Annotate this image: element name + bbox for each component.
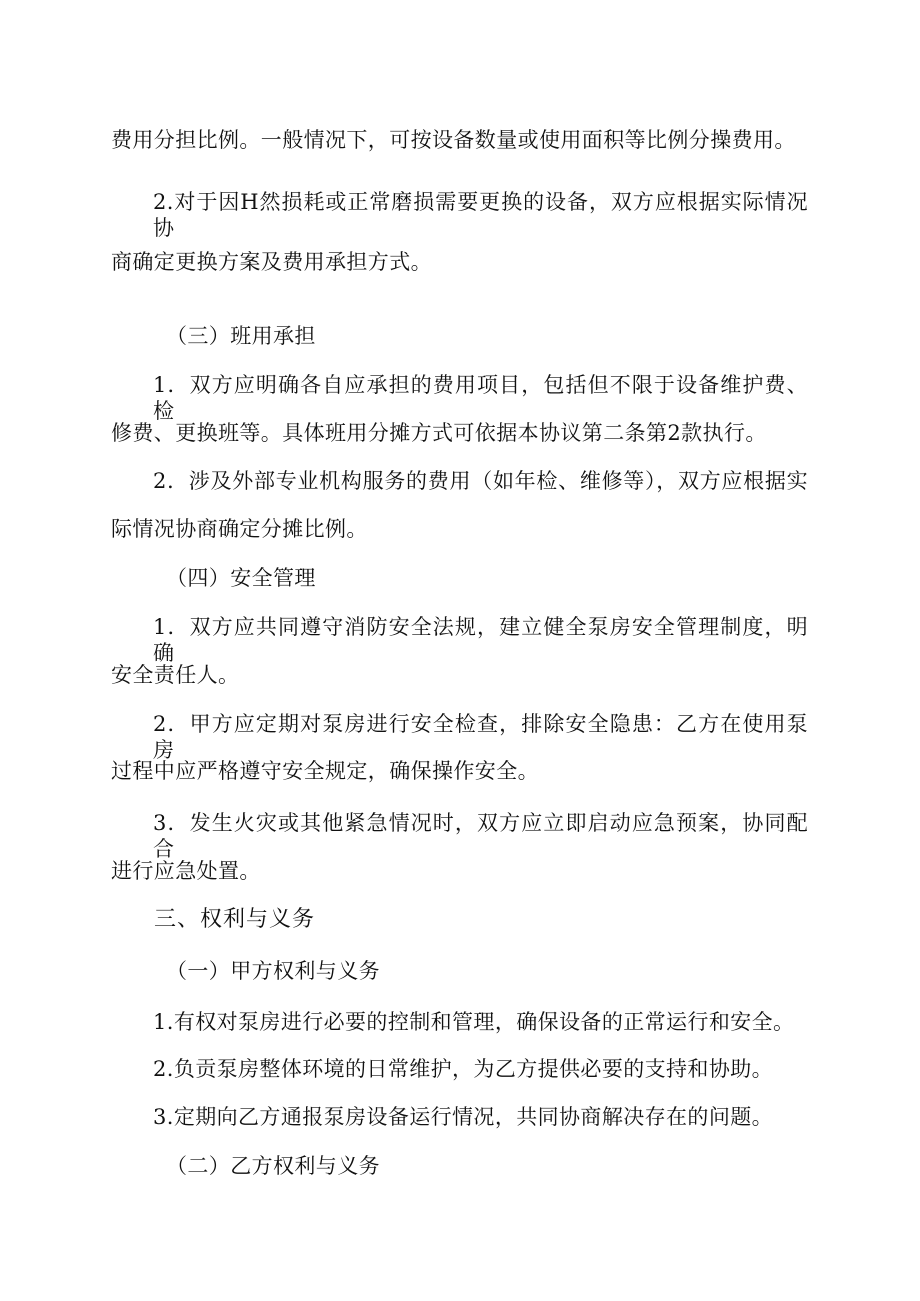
paragraph-line: 2．涉及外部专业机构服务的费用（如年检、维修等），双方应根据实	[153, 469, 808, 493]
paragraph-line: 费用分担比例。一般情况下，可按设备数量或使用面积等比例分操费用。	[111, 128, 796, 152]
paragraph-line: 1．双方应共同遵守消防安全法规，建立健全泵房安全管理制度，明确	[153, 615, 808, 665]
section-subheading: （一）甲方权利与义务	[166, 959, 380, 983]
paragraph-line: 修费、更换班等。具体班用分摊方式可依据本协议第二条第2款执行。	[111, 421, 767, 445]
paragraph-line: 商确定更换方案及费用承担方式。	[111, 250, 432, 274]
paragraph-line: 2.对于因H然损耗或正常磨损需要更换的设备，双方应根据实际情况协	[153, 190, 808, 240]
section-subheading: （三）班用承担	[166, 324, 316, 348]
paragraph-line: 1．双方应明确各自应承担的费用项目，包括但不限于设备维护费、检	[153, 373, 808, 423]
paragraph-line: 际情况协商确定分摊比例。	[111, 517, 368, 541]
list-item: 1.有权对泵房进行必要的控制和管理，确保设备的正常运行和安全。	[153, 1010, 795, 1034]
paragraph-line: 进行应急处置。	[111, 859, 261, 883]
section-subheading: （二）乙方权利与义务	[166, 1154, 380, 1178]
list-item: 3.定期向乙方通报泵房设备运行情况，共同协商解决存在的问题。	[153, 1105, 774, 1129]
paragraph-line: 安全责任人。	[111, 663, 240, 687]
section-heading: 三、权利与义务	[154, 907, 316, 932]
paragraph-line: 过程中应严格遵守安全规定，确保操作安全。	[111, 759, 539, 783]
paragraph-line: 3．发生火灾或其他紧急情况时，双方应立即启动应急预案，协同配合	[153, 811, 808, 861]
section-subheading: （四）安全管理	[166, 566, 316, 590]
list-item: 2.负贡泵房整体环境的日常维护，为乙方提供必要的支持和协助。	[153, 1057, 774, 1081]
paragraph-line: 2．甲方应定期对泵房进行安全检查，排除安全隐患：乙方在使用泵房	[153, 712, 808, 762]
